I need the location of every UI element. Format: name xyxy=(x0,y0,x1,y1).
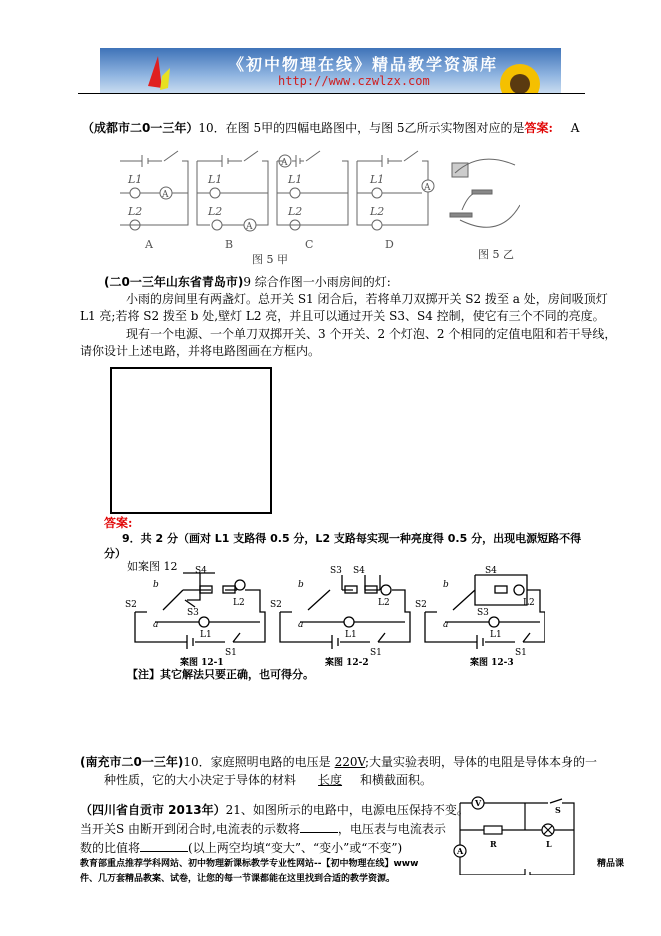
lamp-label: L1 xyxy=(345,630,357,640)
q4-text: (以上两空均填“变大”、“变小”或“不变”) xyxy=(188,841,403,855)
ammeter-label: A xyxy=(246,222,253,232)
q3-line xyxy=(80,753,597,770)
q4-blank-1[interactable] xyxy=(300,832,338,833)
lamp-label: L1 xyxy=(370,173,385,186)
q3-text: 种性质，它的大小决定于导体的材料 xyxy=(104,773,297,787)
q2-title: 9 综合作图一小雨房间的灯: xyxy=(243,275,391,289)
option-label: A xyxy=(145,238,153,251)
q2-answer-line: 9．共 2 分（画对 L1 支路得 0.5 分，L2 支路每实现一种亮度得 0.5 分，出现电源短路不得 xyxy=(122,532,582,545)
ammeter-label: A xyxy=(457,846,464,856)
voltmeter-label: V xyxy=(475,798,482,808)
terminal-label: a xyxy=(153,620,159,630)
switch-label: S2 xyxy=(125,600,137,610)
physical-circuit-image xyxy=(450,159,520,227)
circuit-d xyxy=(357,151,434,230)
q4-text: 数的比值将 xyxy=(80,841,141,855)
footer-line: 教育部重点推荐学科网站、初中物理新课标教学专业性网站--【初中物理在线】www xyxy=(80,859,419,869)
switch-label: S1 xyxy=(515,648,527,658)
q4-blank-2[interactable] xyxy=(140,851,188,852)
q4-line xyxy=(80,839,402,856)
q2-line: 请你设计上述电路，并将电路图画在方框内。 xyxy=(80,344,321,358)
banner-title: 《初中物理在线》精品教学资源库 xyxy=(228,55,499,74)
lamp-label: L2 xyxy=(523,598,535,608)
switch-label: S3 xyxy=(477,608,489,618)
option-label: D xyxy=(385,238,394,251)
q3-text: 10．家庭照明电路的电压是 xyxy=(183,755,331,769)
q2-answer-line: 分） xyxy=(104,547,126,560)
lamp-label: L2 xyxy=(128,205,143,218)
q2-heading xyxy=(104,273,391,290)
header-rule xyxy=(78,93,585,94)
lamp-label: L2 xyxy=(233,598,245,608)
q4-text: ，电压表与电流表示 xyxy=(337,822,446,836)
lamp-label: L1 xyxy=(200,630,212,640)
figure-caption: 案图 12-3 xyxy=(470,658,514,668)
figure-intro: 如案图 12 xyxy=(127,560,178,573)
circuit-b xyxy=(197,151,268,231)
q2-source: (二0一三年山东省青岛市) xyxy=(104,275,244,289)
q4-circuit xyxy=(450,795,595,875)
figure-caption: 图 5 乙 xyxy=(478,248,514,261)
q1-answer: A xyxy=(570,121,580,135)
terminal-label: b xyxy=(298,580,304,590)
q2-note: 【注】其它解法只要正确，也可得分。 xyxy=(127,668,314,681)
ammeter-label: A xyxy=(281,158,288,168)
lamp-label: L1 xyxy=(288,173,303,186)
switch-label: S4 xyxy=(195,566,207,576)
switch-label: S1 xyxy=(370,648,382,658)
lamp-label: L1 xyxy=(128,173,143,186)
sunflower-icon xyxy=(485,58,555,93)
q1-text: 10．在图 5甲的四幅电路图中，与图 5乙所示实物图对应的是 xyxy=(198,121,525,135)
q3-blank-voltage: 220V xyxy=(334,755,365,769)
q4-text: 当开关S 由断开到闭合时,电流表的示数将 xyxy=(80,822,300,836)
logo-icon xyxy=(140,52,180,92)
footer-line: 件、几万套精品教案、试卷，让您的每一节课都能在这里找到合适的教学资源。 xyxy=(80,874,396,884)
q4-text: 21、如图所示的电路中，电源电压保持不变。 xyxy=(225,803,469,817)
q4-line xyxy=(80,820,446,837)
q2-line: 小雨的房间里有两盏灯。总开关 S1 闭合后，若将单刀双掷开关 S2 拨至 a 处，房间吸顶灯 xyxy=(126,292,608,306)
switch-label: S3 xyxy=(330,566,342,576)
lamp-label: L xyxy=(546,839,552,849)
lamp-label: L1 xyxy=(208,173,223,186)
q3-source: (南充市二0一三年) xyxy=(80,755,184,769)
figure-caption: 图 5 甲 xyxy=(252,253,288,266)
q3-text: 和横截面积。 xyxy=(360,773,433,787)
q2-line: L1 亮;若将 S2 拨至 b 处,壁灯 L2 亮，并且可以通过开关 S3、S4 控制，使它有三个不同的亮度。 xyxy=(80,309,605,323)
figure-5 xyxy=(120,145,520,270)
resistor-label: R xyxy=(490,839,497,849)
ammeter-label: A xyxy=(424,183,431,193)
option-label: B xyxy=(225,238,234,251)
terminal-label: b xyxy=(443,580,449,590)
switch-label: S2 xyxy=(270,600,282,610)
switch-label: S1 xyxy=(225,648,237,658)
terminal-label: a xyxy=(298,620,304,630)
q4-line xyxy=(80,801,469,818)
circuit-c xyxy=(277,151,348,230)
switch-label: S4 xyxy=(485,566,497,576)
answer-circuits xyxy=(125,565,545,670)
q2-answer-label: 答案: xyxy=(104,516,133,530)
lamp-label: L1 xyxy=(490,630,502,640)
q2-line: 现有一个电源、一个单刀双掷开关、3 个开关、2 个灯泡、2 个相同的定值电阻和若干导线， xyxy=(126,327,617,341)
q1-answer-label: 答案: xyxy=(524,121,553,135)
drawing-box[interactable] xyxy=(110,367,272,514)
lamp-label: L2 xyxy=(378,598,390,608)
lamp-label: L2 xyxy=(208,205,223,218)
option-label: C xyxy=(305,238,314,251)
switch-label: S3 xyxy=(187,608,199,618)
terminal-label: b xyxy=(153,580,159,590)
circuit-a xyxy=(120,151,188,230)
banner xyxy=(100,48,561,93)
q3-line xyxy=(104,771,432,788)
q4-source: （四川省自贡市 2013年） xyxy=(80,803,226,817)
figure-caption: 案图 12-2 xyxy=(325,658,369,668)
q3-text: ;大量实验表明，导体的电阻是导体本身的一 xyxy=(364,755,598,769)
figure-caption: 案图 12-1 xyxy=(180,658,224,668)
switch-label: S xyxy=(555,805,561,815)
q1-source: （成都市二0一三年） xyxy=(82,121,199,135)
lamp-label: L2 xyxy=(288,205,303,218)
q3-blank-length: 长度 xyxy=(318,773,343,787)
footer-line: 精品课 xyxy=(597,859,625,869)
banner-url[interactable]: http://www.czwlzx.com xyxy=(278,74,430,88)
switch-label: S2 xyxy=(415,600,427,610)
switch-label: S4 xyxy=(353,566,365,576)
terminal-label: a xyxy=(443,620,449,630)
q1-line xyxy=(82,119,579,136)
ammeter-label: A xyxy=(162,190,169,200)
lamp-label: L2 xyxy=(370,205,385,218)
